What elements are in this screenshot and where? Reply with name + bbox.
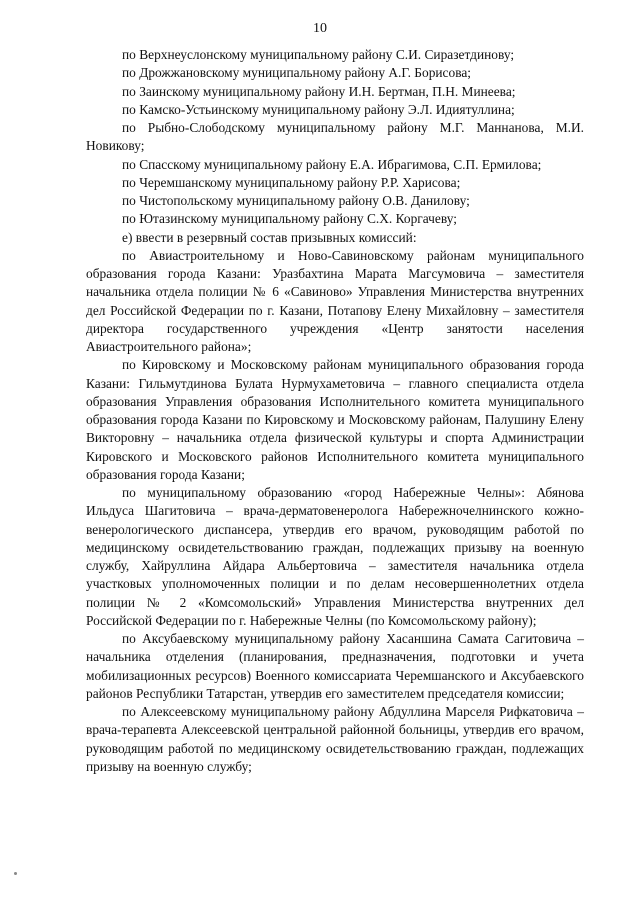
paragraph: по Аксубаевскому муниципальному району Хасаншина Самата Сагитовича – начальника отделения (планирования, предназначения, подготовки и учета мобилизационных ресурсов) Военного комиссариата Черемшанского и Аксубаевского районов Республики Татарстан, утвердив его заместителем председателя комиссии; [86, 631, 584, 701]
document-body [86, 46, 584, 776]
scan-speck [14, 872, 17, 875]
paragraph: по Верхнеуслонскому муниципальному району С.И. Сиразетдинову; [122, 47, 515, 62]
paragraph: по Дрожжановскому муниципальному району А.Г. Борисова; [122, 65, 471, 81]
paragraph: по Черемшанскому муниципальному району Р.Р. Харисова; [122, 174, 461, 190]
paragraph: по Рыбно-Слободскому муниципальному району М.Г. Маннанова, М.И. Новикову; [86, 120, 584, 154]
paragraph: по Авиастроительному и Ново-Савиновскому районам муниципального образования города Казани: Уразбахтина Марата Магсумовича – заместителя начальника отдела полиции № 6 «Савиново» Управления Министерства внутренних дел Российской Федерации по г. Казани, Потапову Елену Михайловну – заместителя директора государственного учреждения «Центр занятости населения Авиастроительного района»; [86, 247, 584, 354]
paragraph: по Ютазинскому муниципальному району С.Х. Коргачеву; [122, 211, 457, 227]
paragraph: е) ввести в резервный состав призывных комиссий: [122, 229, 417, 245]
paragraph: по Камско-Устьинскому муниципальному району Э.Л. Идиятуллина; [122, 101, 515, 117]
page-number: 10 [313, 21, 327, 36]
paragraph: по Кировскому и Московскому районам муниципального образования города Казани: Гильмутдинова Булата Нурмухаметовича – главного специалиста отдела образования Управления образования Исполнительного комитета муниципального образования города Казани по Кировскому и Московскому районам, Палушину Елену Викторовну – начальника отдела физической культуры и спорта Администрации Кировского и Московского районов Исполнительного комитета муниципального образования города Казани; [86, 357, 584, 482]
paragraph: по Заинскому муниципальному району И.Н. Бертман, П.Н. Минеева; [122, 83, 516, 99]
paragraph: по муниципальному образованию «город Набережные Челны»: Абянова Ильдуса Шагитовича – врача-дерматовенеролога Набережночелнинского кожно-венерологического диспансера, утвердив его врачом, руководящим работой по медицинскому освидетельствованию граждан, подлежащих призыву на военную службу, Хайруллина Айдара Альбертовича – заместителя начальника отдела участковых уполномоченных полиции и по делам несовершеннолетних отдела полиции № 2 «Комсомольский» Управления Министерства внутренних дел Российской Федерации по г. Набережные Челны (по Комсомольскому району); [86, 485, 584, 628]
paragraph: по Спасскому муниципальному району Е.А. Ибрагимова, С.П. Ермилова; [122, 156, 542, 172]
paragraph: по Алексеевскому муниципальному району Абдуллина Марселя Рифкатовича – врача-терапевта Алексеевской центральной районной больницы, утвердив его врачом, руководящим работой по медицинскому освидетельствованию граждан, подлежащих призыву на военную службу; [86, 704, 584, 774]
paragraph: по Чистопольскому муниципальному району О.В. Данилову; [122, 193, 470, 208]
